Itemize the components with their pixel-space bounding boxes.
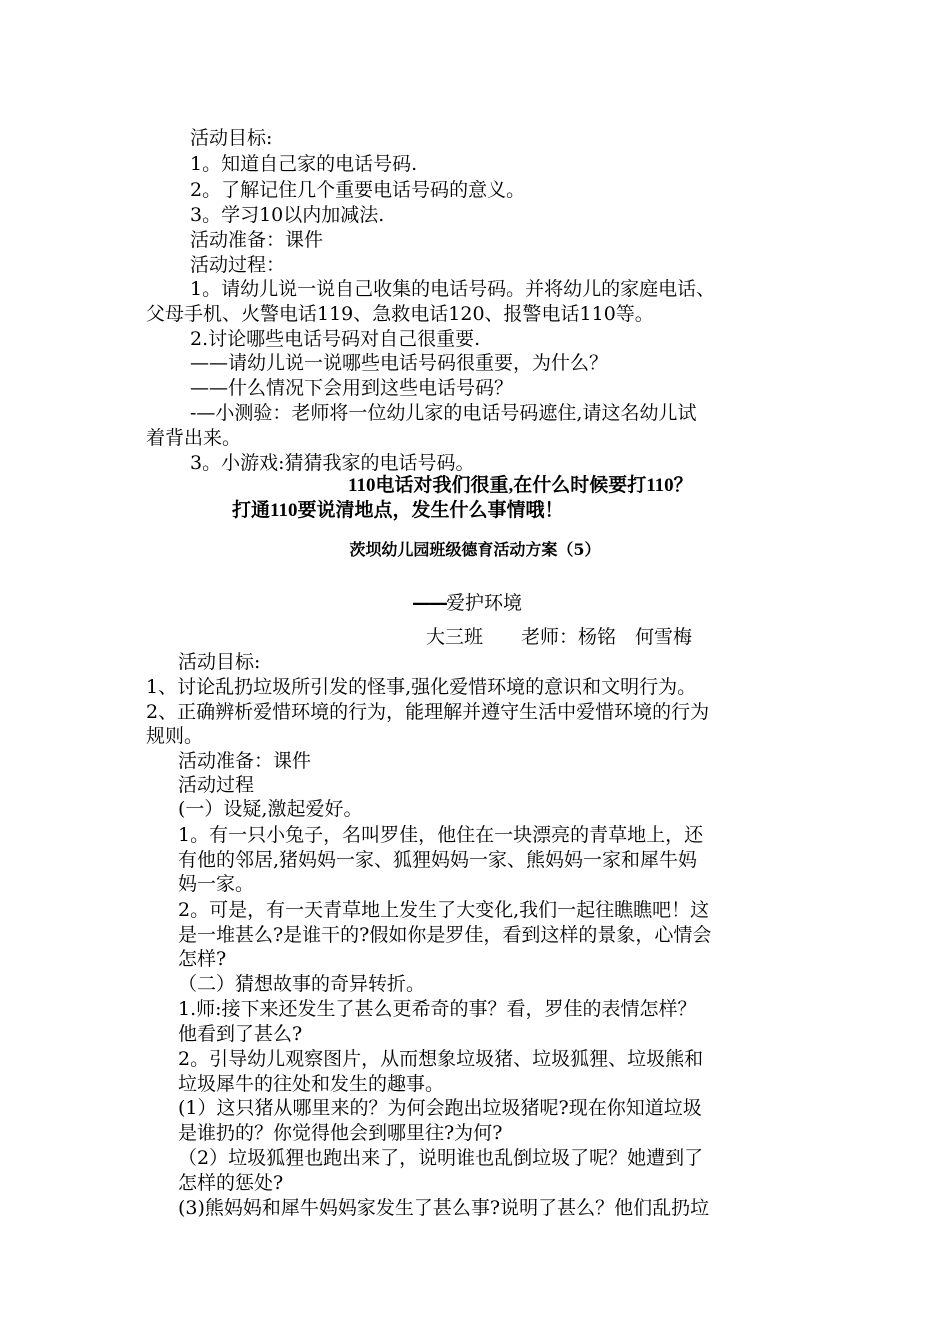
s1-line-4: 3。学习10以内加减法.	[190, 204, 385, 226]
subtitle-dash: ——	[412, 592, 446, 614]
s2-line-16: 他看到了甚么?	[178, 1023, 303, 1045]
s1-line-11: ——什么情况下会用到这些电话号码？	[190, 377, 514, 399]
subtitle	[412, 591, 522, 615]
s1-line-8: 父母手机、火警电话119、急救电话120、报警电话110等。	[146, 303, 654, 325]
s1-bold-line-1: 110电话对我们很重,在什么时候要打110？	[348, 475, 693, 496]
class-teacher-line: 大三班 老师：杨铭 何雪梅	[426, 626, 693, 648]
s2-line-18: 垃圾犀牛的往处和发生的趣事。	[178, 1073, 445, 1095]
s2-line-20: 是谁扔的？你觉得他会到哪里往?为何?	[178, 1122, 503, 1144]
s2-line-9: 有他的邻居,猪妈妈一家、狐狸妈妈一家、熊妈妈一家和犀牛妈	[178, 849, 698, 871]
s1-line-10: ——请幼儿说一说哪些电话号码很重要，为什么？	[190, 352, 609, 374]
s2-line-22: 怎样的惩处?	[178, 1172, 284, 1194]
s1-line-2: 1。知道自己家的电话号码.	[190, 153, 418, 175]
s2-line-13: 怎样?	[178, 948, 227, 970]
s1-line-6: 活动过程：	[190, 254, 286, 276]
s2-line-15: 1.师:接下来还发生了甚么更希奇的事？看，罗佳的表情怎样？	[178, 998, 697, 1020]
s2-line-14: （二）猜想故事的奇异转折。	[178, 973, 426, 995]
s2-line-23: (3)熊妈妈和犀牛妈妈家发生了甚么事?说明了甚么？他们乱扔垃	[178, 1197, 710, 1219]
s1-bold-line-2: 打通110要说清地点，发生什么事情哦！	[232, 500, 564, 521]
s1-line-12: -—小测验：老师将一位幼儿家的电话号码遮住,请这名幼儿试	[190, 402, 697, 424]
s1-line-13: 着背出来。	[146, 427, 242, 449]
s2-line-2: 1、讨论乱扔垃圾所引发的怪事,强化爱惜环境的意识和文明行为。	[146, 676, 697, 698]
s1-line-9: 2.讨论哪些电话号码对自己很重要.	[190, 328, 481, 350]
s2-line-5: 活动准备：课件	[178, 750, 312, 772]
s1-line-14: 3。小游戏:猜猜我家的电话号码。	[190, 452, 475, 474]
s2-line-1: 活动目标:	[178, 651, 261, 673]
s2-line-3: 2、正确辨析爱惜环境的行为，能理解并遵守生活中爱惜环境的行为	[146, 701, 710, 723]
page-title: 茨坝幼儿园班级德育活动方案（5）	[349, 540, 601, 559]
s2-line-7: (一）设疑,激起爱好。	[178, 798, 363, 820]
s2-line-4: 规则。	[146, 725, 204, 747]
s2-line-8: 1。有一只小兔子，名叫罗佳，他住在一块漂亮的青草地上，还	[178, 824, 704, 846]
s2-line-17: 2。引导幼儿观察图片，从而想象垃圾猪、垃圾狐狸、垃圾熊和	[178, 1048, 704, 1070]
s2-line-10: 妈一家。	[178, 873, 255, 895]
s1-line-1: 活动目标:	[190, 127, 273, 149]
s1-line-7: 1。请幼儿说一说自己收集的电话号码。并将幼儿的家庭电话、	[190, 278, 716, 300]
s2-line-21: （2）垃圾狐狸也跑出来了，说明谁也乱倒垃圾了呢？她遭到了	[178, 1147, 704, 1169]
s1-line-3: 2。了解记住几个重要电话号码的意义。	[190, 179, 526, 201]
s1-line-5: 活动准备：课件	[190, 229, 324, 251]
s2-line-19: (1）这只猪从哪里来的？为何会跑出垃圾猪呢?现在你知道垃圾	[178, 1097, 702, 1119]
s2-line-11: 2。可是，有一天青草地上发生了大变化,我们一起往瞧瞧吧！这	[178, 899, 710, 921]
subtitle-text: 爱护环境	[446, 592, 523, 614]
s2-line-6: 活动过程	[178, 774, 255, 796]
s2-line-12: 是一堆甚么?是谁干的?假如你是罗佳，看到这样的景象，心情会	[178, 924, 712, 946]
